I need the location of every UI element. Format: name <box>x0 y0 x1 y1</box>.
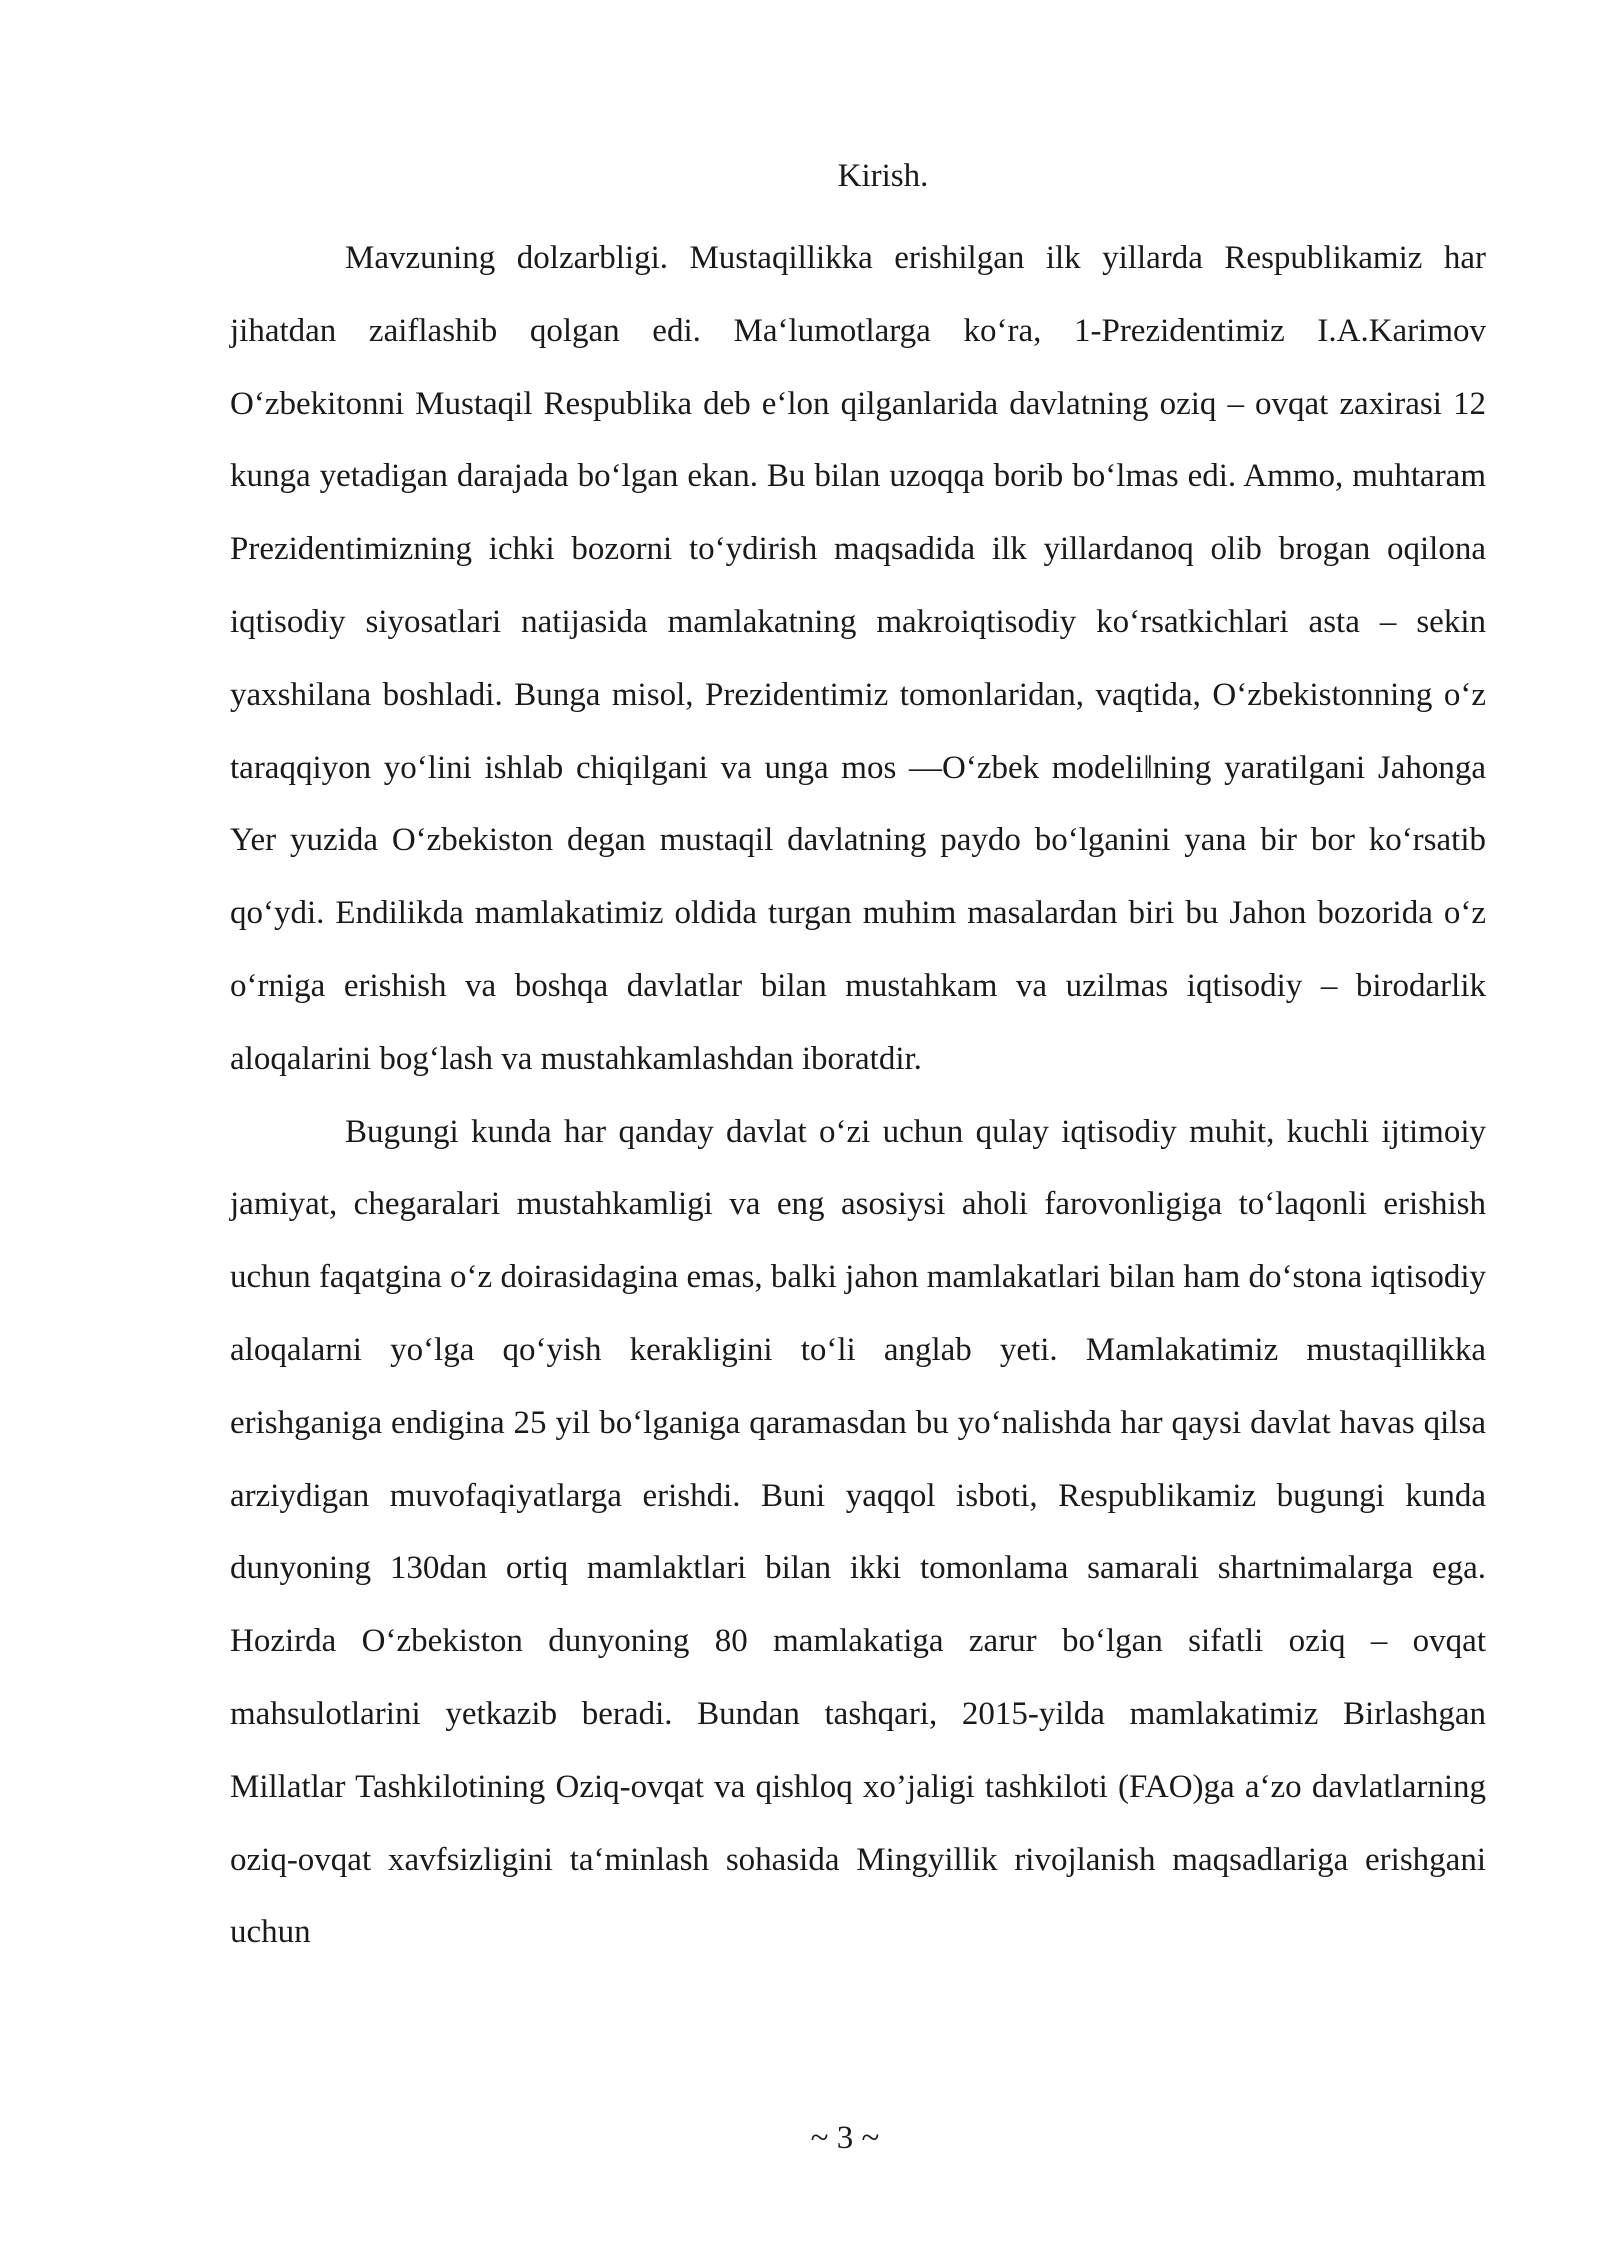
section-heading: Kirish. <box>837 158 929 194</box>
page-content <box>230 150 1486 1969</box>
paragraph-2: Bugungi kunda har qanday davlat o‘zi uchun qulay iqtisodiy muhit, kuchli ijtimoiy jamiyat, chegaralari mustahkamligi va eng asosiysi aholi farovonligiga to‘laqonli erishish uchun faqatgina o‘z doirasidagina emas, balki jahon mamlakatlari bilan ham do‘stona iqtisodiy aloqalarni yo‘lga qo‘yish kerakligini to‘li anglab yeti. Mamlakatimiz mustaqillikka erishganiga endigina 25 yil bo‘lganiga qaramasdan bu yo‘nalishda har qaysi davlat havas qilsa arziydigan muvofaqiyatlarga erishdi. Buni yaqqol isboti, Respublikamiz bugungi kunda dunyoning 130dan ortiq mamlaktlari bilan ikki tomonlama samarali shartnimalarga ega. Hozirda O‘zbekiston dunyoning 80 mamlakatiga zarur bo‘lgan sifatli oziq – ovqat mahsulotlarini yetkazib beradi. Bundan tashqari, 2015-yilda mamlakatimiz Birlashgan Millatlar Tashkilotining Oziq-ovqat va qishloq xo’jaligi tashkiloti (FAO)ga a‘zo davlatlarning oziq-ovqat xavfsizligini ta‘minlash sohasida Mingyillik rivojlanish maqsadlariga erishgani uchun <box>230 1113 1486 1951</box>
paragraph-1: Mavzuning dolzarbligi. Mustaqillikka erishilgan ilk yillarda Respublikamiz har jihatdan zaiflashib qolgan edi. Ma‘lumotlarga ko‘ra, 1-Prezidentimiz I.A.Karimov O‘zbekitonni Mustaqil Respublika deb e‘lon qilganlarida davlatning oziq – ovqat zaxirasi 12 kunga yetadigan darajada bo‘lgan ekan. Bu bilan uzoqqa borib bo‘lmas edi. Ammo, muhtaram Prezidentimizning ichki bozorni to‘ydirish maqsadida ilk yillardanoq olib brogan oqilona iqtisodiy siyosatlari natijasida mamlakatning makroiqtisodiy ko‘rsatkichlari asta – sekin yaxshilana boshladi. Bunga misol, Prezidentimiz tomonlaridan, vaqtida, O‘zbekistonning o‘z taraqqiyon yo‘lini ishlab chiqilgani va unga mos ―O‘zbek modeli‖ning yaratilgani Jahonga Yer yuzida O‘zbekiston degan mustaqil davlatning paydo bo‘lganini yana bir bor ko‘rsatib qo‘ydi. Endilikda mamlakatimiz oldida turgan muhim masalardan biri bu Jahon bozorida o‘z o‘rniga erishish va boshqa davlatlar bilan mustahkam va uzilmas iqtisodiy – birodarlik aloqalarini bog‘lash va mustahkamlashdan iboratdir. <box>230 240 1486 1077</box>
page-number: ~ 3 ~ <box>810 2120 880 2156</box>
